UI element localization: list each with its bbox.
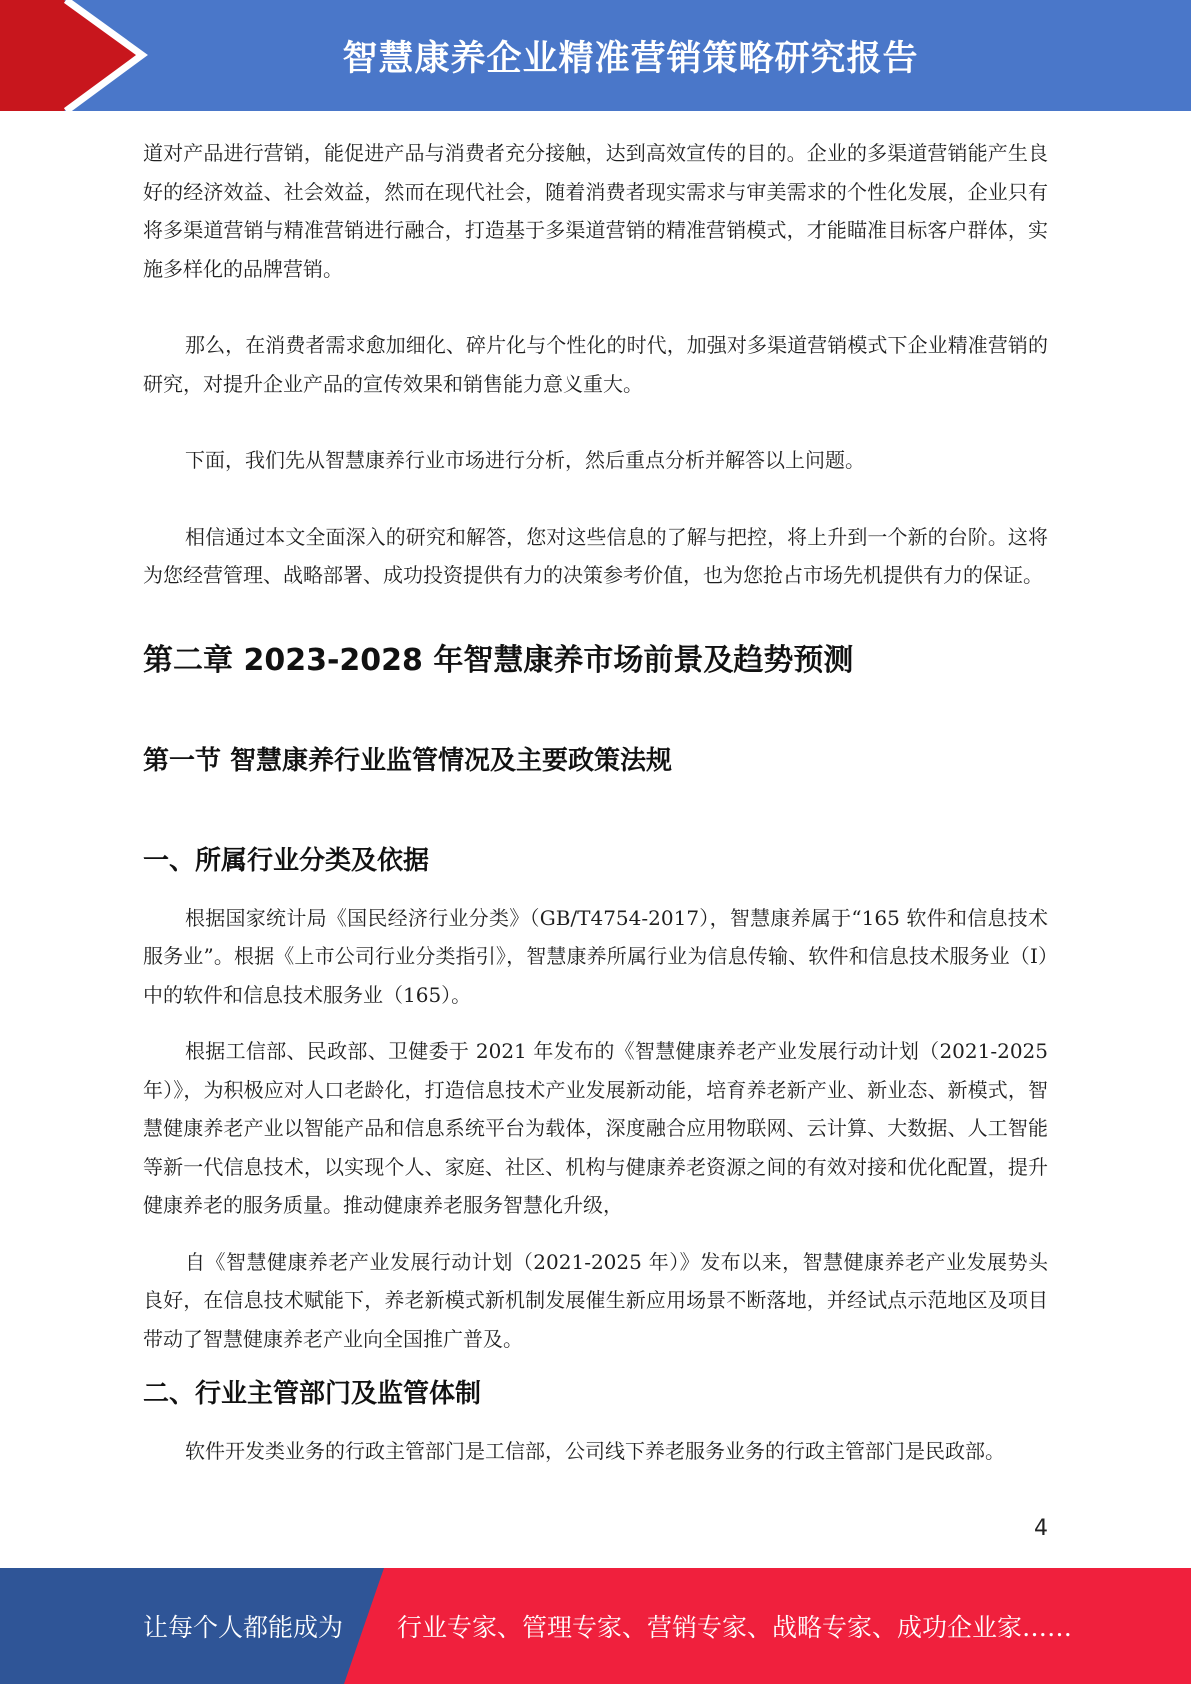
subsection-heading: 一、所属行业分类及依据 bbox=[143, 845, 430, 876]
chapter-heading: 第二章 2023-2028 年智慧康养市场前景及趋势预测 bbox=[143, 642, 854, 678]
paragraph: 自《智慧健康养老产业发展行动计划（2021-2025 年）》发布以来，智慧健康养老产业发展势头良好，在信息技术赋能下，养老新模式新机制发展催生新应用场景不断落地，并经试点示范地区及项目带动了智慧健康养老产业向全国推广普及。 bbox=[143, 1249, 1048, 1351]
page-content bbox=[143, 134, 1048, 1471]
header-arrow-icon bbox=[0, 0, 150, 111]
footer-slogan-left: 让每个人都能成为 bbox=[143, 1613, 344, 1642]
header-banner bbox=[0, 0, 1191, 111]
paragraph: 道对产品进行营销，能促进产品与消费者充分接触，达到高效宣传的目的。企业的多渠道营销能产生良好的经济效益、社会效益，然而在现代社会，随着消费者现实需求与审美需求的个性化发展，企业只有将多渠道营销与精准营销进行融合，打造基于多渠道营销的精准营销模式，才能瞄准目标客户群体，实施多样化的品牌营销。 bbox=[143, 141, 1048, 281]
paragraph: 那么，在消费者需求愈加细化、碎片化与个性化的时代，加强对多渠道营销模式下企业精准营销的研究，对提升企业产品的宣传效果和销售能力意义重大。 bbox=[143, 333, 1048, 396]
report-title: 智慧康养企业精准营销策略研究报告 bbox=[342, 38, 919, 79]
subsection-heading: 二、行业主管部门及监管体制 bbox=[143, 1379, 482, 1409]
paragraph: 下面，我们先从智慧康养行业市场进行分析，然后重点分析并解答以上问题。 bbox=[185, 448, 865, 472]
footer-banner bbox=[0, 1568, 1191, 1684]
footer-slogan-right: 行业专家、管理专家、营销专家、战略专家、成功企业家…… bbox=[397, 1613, 1073, 1642]
section-heading: 第一节 智慧康养行业监管情况及主要政策法规 bbox=[143, 745, 673, 776]
paragraph: 根据国家统计局《国民经济行业分类》（GB/T4754-2017），智慧康养属于“165 软件和信息技术服务业”。根据《上市公司行业分类指引》，智慧康养所属行业为信息传输、软件和信息技术服务业（I）中的软件和信息技术服务业（165）。 bbox=[143, 905, 1048, 1007]
paragraph: 根据工信部、民政部、卫健委于 2021 年发布的《智慧健康养老产业发展行动计划（2021-2025 年）》，为积极应对人口老龄化，打造信息技术产业发展新动能，培育养老新产业、新业态、新模式，智慧健康养老产业以智能产品和信息系统平台为载体，深度融合应用物联网、云计算、大数据、人工智能等新一代信息技术，以实现个人、家庭、社区、机构与健康养老资源之间的有效对接和优化配置，提升健康养老的服务质量。推动健康养老服务智慧化升级， bbox=[143, 1039, 1048, 1217]
page-number: 4 bbox=[1034, 1516, 1048, 1541]
paragraph: 软件开发类业务的行政主管部门是工信部，公司线下养老服务业务的行政主管部门是民政部。 bbox=[185, 1439, 1005, 1463]
paragraph: 相信通过本文全面深入的研究和解答，您对这些信息的了解与把控，将上升到一个新的台阶。这将为您经营管理、战略部署、成功投资提供有力的决策参考价值，也为您抢占市场先机提供有力的保证。 bbox=[143, 524, 1048, 587]
